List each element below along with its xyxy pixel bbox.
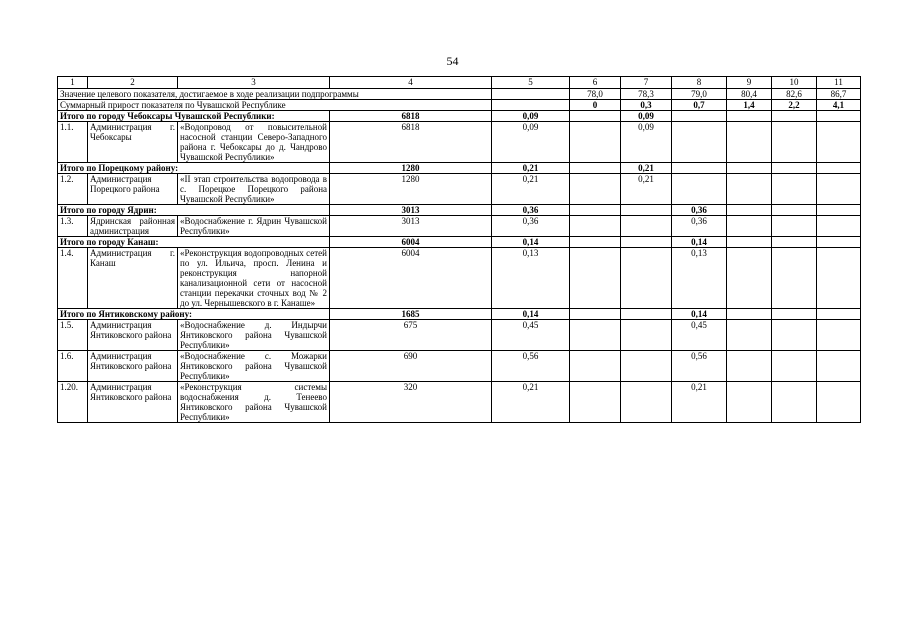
row-number: 1.20. — [58, 382, 88, 423]
row-number: 1.2. — [58, 174, 88, 205]
project-name: «Водопровод от повысительной насосной станции Северо-Западного района г. Чебоксары до д. Чандрово Чувашской Республики» — [178, 122, 330, 163]
effect: 0,21 — [492, 174, 570, 205]
amount: 3013 — [330, 216, 492, 237]
subtotal-label: Итого по городу Ядрин: — [58, 205, 330, 216]
effect: 0,56 — [492, 351, 570, 382]
organization: Администрация г. Канаш — [88, 248, 178, 309]
effect: 0,21 — [492, 382, 570, 423]
organization: Администрация Янтиковского района — [88, 320, 178, 351]
column-number: 1 — [58, 77, 88, 89]
increase-label: Суммарный прирост показателя по Чувашской Республике — [58, 100, 492, 111]
column-number: 11 — [817, 77, 861, 89]
project-row — [58, 351, 861, 382]
subtotal-amount: 1280 — [330, 163, 492, 174]
subtotal-col7: 0,21 — [621, 163, 672, 174]
col8-value: 0,21 — [672, 382, 727, 423]
col8-value: 0,45 — [672, 320, 727, 351]
col8-value — [672, 174, 727, 205]
column-number: 4 — [330, 77, 492, 89]
row-number: 1.5. — [58, 320, 88, 351]
indicator-row — [58, 89, 861, 100]
amount: 1280 — [330, 174, 492, 205]
subtotal-col8: 0,14 — [672, 237, 727, 248]
subtotal-effect: 0,14 — [492, 309, 570, 320]
effect: 0,45 — [492, 320, 570, 351]
project-name: «Реконструкция водопроводных сетей по ул. Ильича, просп. Ленина и реконструкция напорной канализационной сети от насосной станции перекачки сточных вод № 2 до ул. Чернышевского в г. Канаше» — [178, 248, 330, 309]
indicator-value: 79,0 — [672, 89, 727, 100]
increase-value: 4,1 — [817, 100, 861, 111]
subtotal-row — [58, 111, 861, 122]
project-name: «Водоснабжение д. Индырчи Янтиковского района Чувашской Республики» — [178, 320, 330, 351]
organization: Администрация Янтиковского района — [88, 382, 178, 423]
indicator-value: 80,4 — [727, 89, 772, 100]
subtotal-col8 — [672, 163, 727, 174]
col8-value: 0,56 — [672, 351, 727, 382]
amount: 6004 — [330, 248, 492, 309]
increase-value: 2,2 — [772, 100, 817, 111]
subtotal-col7 — [621, 205, 672, 216]
project-row — [58, 320, 861, 351]
subtotal-col8: 0,14 — [672, 309, 727, 320]
column-number-row — [58, 77, 861, 89]
indicator-value: 82,6 — [772, 89, 817, 100]
project-name: «Водоснабжение г. Ядрин Чувашской Республики» — [178, 216, 330, 237]
subtotal-amount: 6004 — [330, 237, 492, 248]
row-number: 1.3. — [58, 216, 88, 237]
increase-value: 1,4 — [727, 100, 772, 111]
project-name: «Реконструкция системы водоснабжения д. Тенеево Янтиковского района Чувашской Республики» — [178, 382, 330, 423]
subtotal-label: Итого по городу Чебоксары Чувашской Республики: — [58, 111, 330, 122]
column-number: 3 — [178, 77, 330, 89]
subtotal-col7 — [621, 237, 672, 248]
col7-value — [621, 320, 672, 351]
subtotal-col7: 0,09 — [621, 111, 672, 122]
col8-value: 0,13 — [672, 248, 727, 309]
column-number: 5 — [492, 77, 570, 89]
col7-value: 0,21 — [621, 174, 672, 205]
project-name: «Водоснабжение с. Можарки Янтиковского района Чувашской Республики» — [178, 351, 330, 382]
col7-value — [621, 248, 672, 309]
col7-value — [621, 382, 672, 423]
subtotal-amount: 3013 — [330, 205, 492, 216]
column-number: 8 — [672, 77, 727, 89]
targets-table — [57, 76, 861, 423]
subtotal-label: Итого по Порецкому району: — [58, 163, 330, 174]
subtotal-row — [58, 205, 861, 216]
column-number: 10 — [772, 77, 817, 89]
page-number: 54 — [446, 54, 459, 68]
subtotal-col8 — [672, 111, 727, 122]
indicator-value: 78,3 — [621, 89, 672, 100]
effect: 0,13 — [492, 248, 570, 309]
column-number: 7 — [621, 77, 672, 89]
row-number: 1.6. — [58, 351, 88, 382]
organization: Администрация г. Чебоксары — [88, 122, 178, 163]
project-row — [58, 122, 861, 163]
col8-value: 0,36 — [672, 216, 727, 237]
organization: Администрация Янтиковского района — [88, 351, 178, 382]
effect: 0,36 — [492, 216, 570, 237]
subtotal-effect: 0,09 — [492, 111, 570, 122]
project-row — [58, 216, 861, 237]
column-number: 6 — [570, 77, 621, 89]
subtotal-col7 — [621, 309, 672, 320]
subtotal-row — [58, 163, 861, 174]
column-number: 9 — [727, 77, 772, 89]
increase-value: 0,7 — [672, 100, 727, 111]
indicator-label: Значение целевого показателя, достигаемое в ходе реализации подпрограммы — [58, 89, 492, 100]
project-name: «II этап строительства водопровода в с. Порецкое Порецкого района Чувашской Республики» — [178, 174, 330, 205]
row-number: 1.4. — [58, 248, 88, 309]
project-row — [58, 174, 861, 205]
amount: 675 — [330, 320, 492, 351]
amount: 690 — [330, 351, 492, 382]
subtotal-effect: 0,21 — [492, 163, 570, 174]
row-number: 1.1. — [58, 122, 88, 163]
subtotal-label: Итого по Янтиковскому району: — [58, 309, 330, 320]
column-number: 2 — [88, 77, 178, 89]
col7-value — [621, 351, 672, 382]
col8-value — [672, 122, 727, 163]
indicator-value: 78,0 — [570, 89, 621, 100]
subtotal-label: Итого по городу Канаш: — [58, 237, 330, 248]
project-row — [58, 248, 861, 309]
subtotal-row — [58, 237, 861, 248]
amount: 6818 — [330, 122, 492, 163]
subtotal-col8: 0,36 — [672, 205, 727, 216]
organization: Ядринская районная администрация — [88, 216, 178, 237]
increase-value: 0,3 — [621, 100, 672, 111]
organization: Администрация Порецкого района — [88, 174, 178, 205]
amount: 320 — [330, 382, 492, 423]
increase-row — [58, 100, 861, 111]
subtotal-effect: 0,36 — [492, 205, 570, 216]
indicator-value: 86,7 — [817, 89, 861, 100]
increase-value: 0 — [570, 100, 621, 111]
project-row — [58, 382, 861, 423]
subtotal-amount: 6818 — [330, 111, 492, 122]
subtotal-row — [58, 309, 861, 320]
subtotal-effect: 0,14 — [492, 237, 570, 248]
subtotal-amount: 1685 — [330, 309, 492, 320]
col7-value: 0,09 — [621, 122, 672, 163]
col7-value — [621, 216, 672, 237]
effect: 0,09 — [492, 122, 570, 163]
